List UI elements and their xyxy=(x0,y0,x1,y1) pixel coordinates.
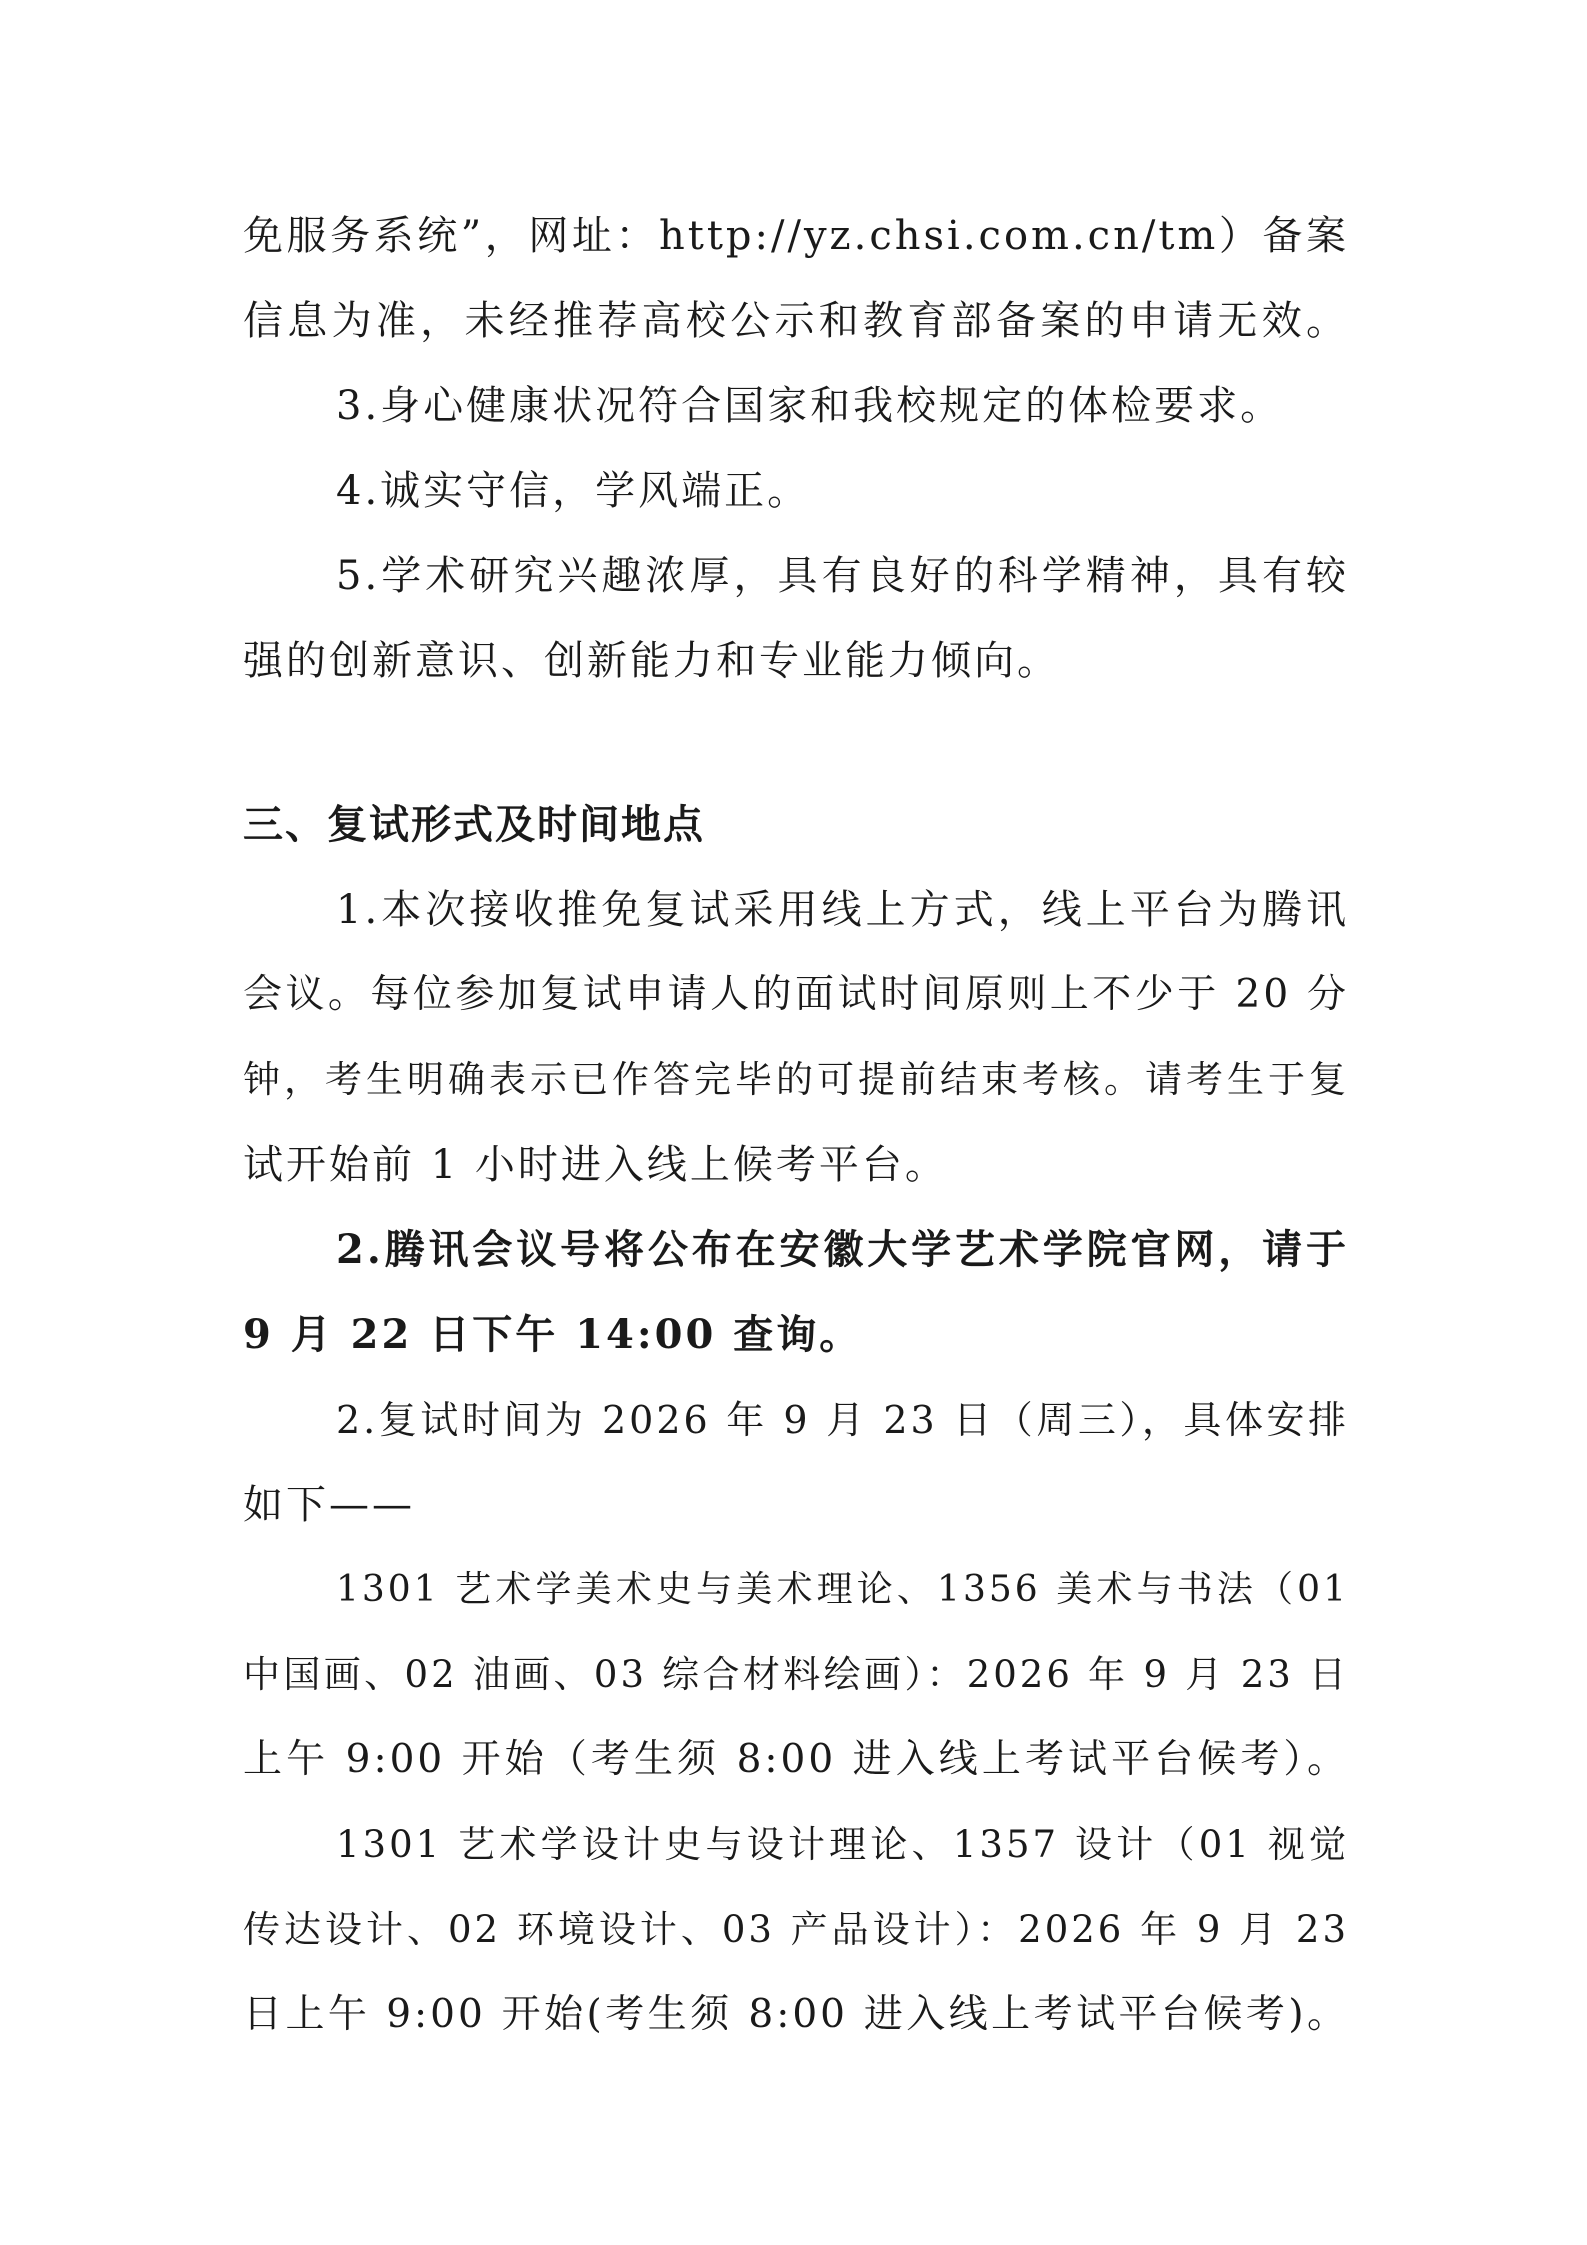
list-item-4: 4.诚实守信，学风端正。 xyxy=(336,468,811,514)
schedule-art-line-2: 中国画、02 油画、03 综合材料绘画）：2026 年 9 月 23 日 xyxy=(243,1653,1349,1696)
paragraph-1-line-2: 会议。每位参加复试申请人的面试时间原则上不少于 20 分 xyxy=(243,972,1349,1017)
paragraph-1-line-1: 1.本次接收推免复试采用线上方式，线上平台为腾讯 xyxy=(336,887,1349,933)
list-item-3: 3.身心健康状况符合国家和我校规定的体检要求。 xyxy=(336,383,1284,429)
bold-notice-line-2: 9 月 22 日下午 14:00 查询。 xyxy=(243,1311,863,1358)
schedule-intro-line-1: 2.复试时间为 2026 年 9 月 23 日（周三），具体安排 xyxy=(336,1398,1349,1442)
bold-notice-line-1: 2.腾讯会议号将公布在安徽大学艺术学院官网，请于 xyxy=(336,1226,1349,1273)
text-line-6: 强的创新意识、创新能力和专业能力倾向。 xyxy=(243,638,1060,684)
schedule-design-line-1: 1301 艺术学设计史与设计理论、1357 设计（01 视觉 xyxy=(336,1823,1349,1866)
schedule-design-line-3: 日上午 9:00 开始(考生须 8:00 进入线上考试平台候考)。 xyxy=(243,1992,1349,2037)
paragraph-1-line-3: 钟，考生明确表示已作答完毕的可提前结束考核。请考生于复 xyxy=(243,1058,1349,1101)
paragraph-1-line-4: 试开始前 1 小时进入线上候考平台。 xyxy=(243,1142,948,1188)
text-line-1: 免服务系统”，网址：http://yz.chsi.com.cn/tm）备案 xyxy=(243,213,1349,259)
schedule-art-line-3: 上午 9:00 开始（考生须 8:00 进入线上考试平台候考）。 xyxy=(243,1737,1349,1782)
schedule-intro-line-2: 如下—— xyxy=(243,1482,415,1528)
list-item-5: 5.学术研究兴趣浓厚，具有良好的科学精神，具有较 xyxy=(336,553,1349,599)
schedule-art-line-1: 1301 艺术学美术史与美术理论、1356 美术与书法（01 xyxy=(336,1569,1349,1610)
section-heading: 三、复试形式及时间地点 xyxy=(243,802,705,848)
text-line-2: 信息为准，未经推荐高校公示和教育部备案的申请无效。 xyxy=(243,298,1349,344)
schedule-design-line-2: 传达设计、02 环境设计、03 产品设计）：2026 年 9 月 23 xyxy=(243,1908,1349,1951)
